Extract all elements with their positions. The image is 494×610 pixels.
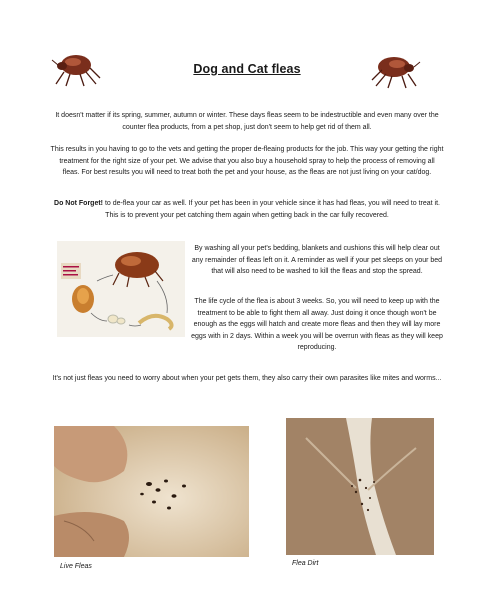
parasites-paragraph: It's not just fleas you need to worry about when your pet gets them, they also carry their own parasites like mites and worms...	[52, 375, 442, 382]
treatment-paragraph: This results in you having to go to the vets and getting the proper de-fleaing products for the job. This way your getting the right treatment for the right size of your pet. We advise that you also buy a household spray to help the process of removing all fleas. For best results you will need to treat both the pet and your house, as the fleas are not just living on your cat/dog.	[50, 146, 444, 177]
car-reminder-text: to de-flea your car as well. If your pet has been in your vehicle since it has had fleas, you will need to treat it. This is to prevent your pet catching them again when getting back in the car fully recovered.	[103, 200, 440, 219]
car-reminder-paragraph	[50, 198, 444, 221]
flea-dirt-photo	[286, 418, 434, 555]
washing-paragraph: By washing all your pet's bedding, blankets and cushions this will help clear out any remainder of fleas left on it. A reminder as well if your pet sleeps on your bed that will also need to be washed to kill the fleas and stop the spread.	[191, 245, 443, 276]
do-not-forget-label: Do Not Forget!	[54, 200, 104, 207]
intro-paragraph: It doesn't matter if its spring, summer, autumn or winter. These days fleas seem to be indestructible and even many over the counter flea products, from a pet shop, just don't seem to help get rid of them all.	[55, 112, 439, 131]
life-cycle-paragraph: The life cycle of the flea is about 3 weeks. So, you will need to keep up with the treatment to be able to fight them all away. Just doing it once though won't be enough as the eggs will hatch and create more fleas and then they will lay more eggs with in 2 days. Within a week you will be overrun with fleas as they will keep reproducing.	[191, 298, 443, 352]
flea-life-cycle-diagram	[57, 241, 185, 337]
live-fleas-photo	[54, 426, 249, 557]
live-fleas-caption: Live Fleas	[60, 563, 92, 570]
flea-dirt-caption: Flea Dirt	[292, 560, 319, 567]
page-title: Dog and Cat fleas	[193, 62, 301, 76]
